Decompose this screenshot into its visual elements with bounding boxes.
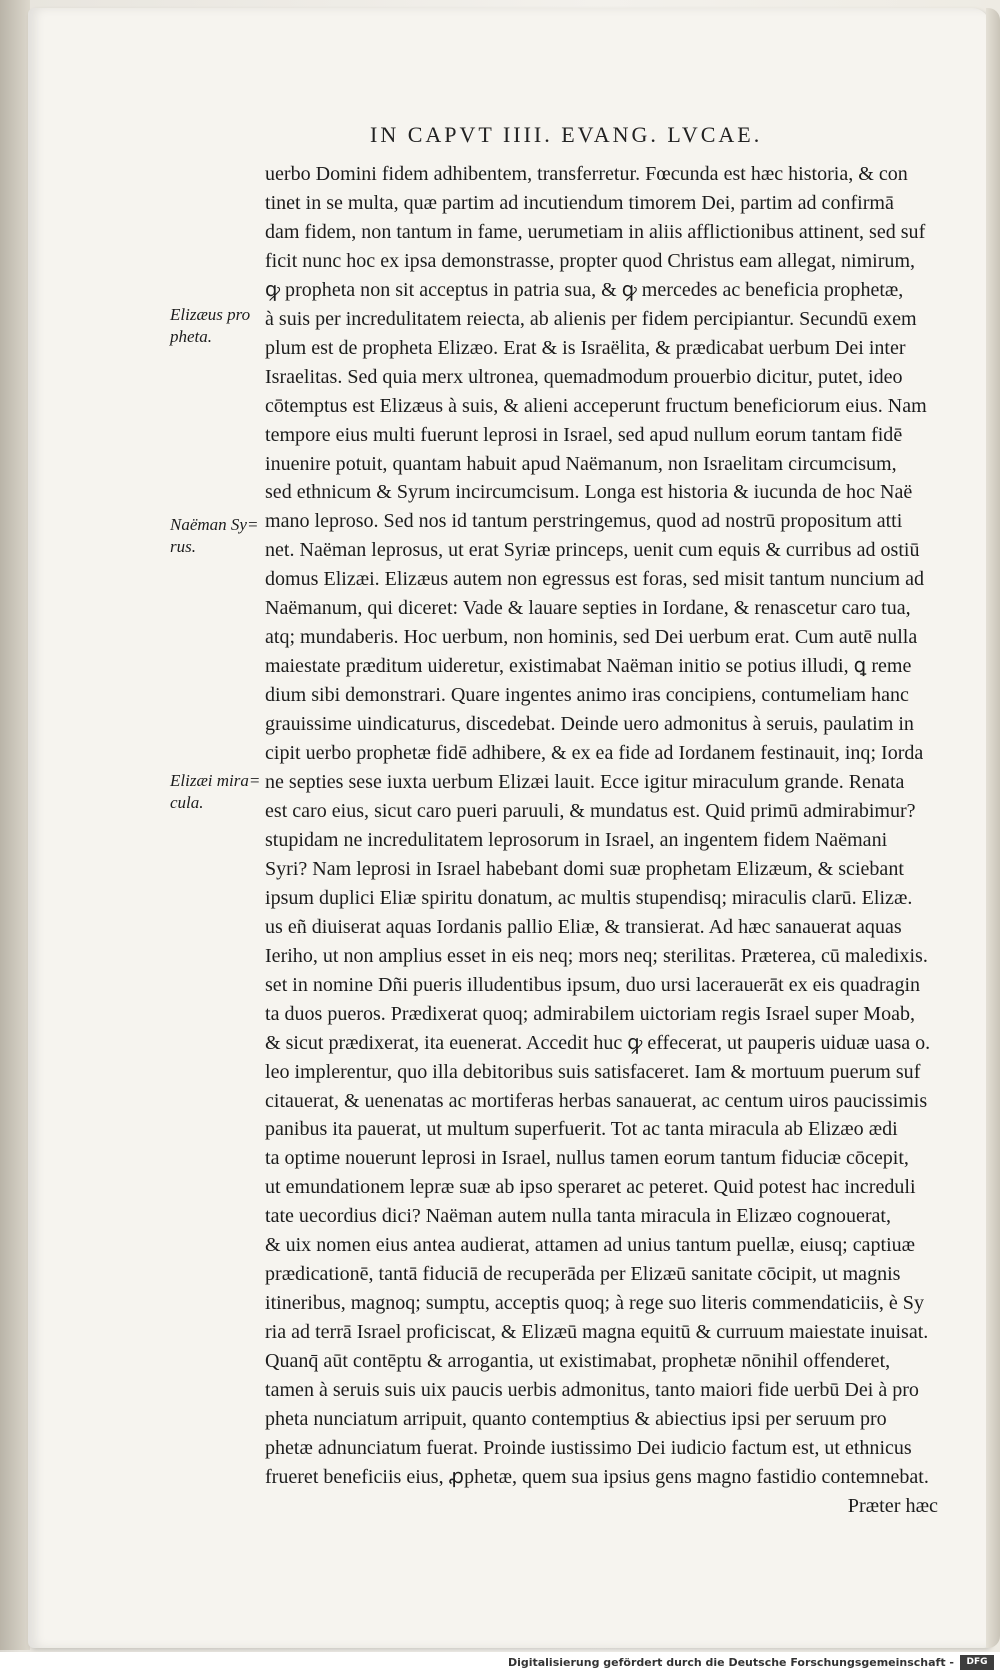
text-line: ꝙ propheta non sit acceptus in patria sua, & ꝙ mercedes ac beneficia prophetæ,: [265, 278, 904, 301]
running-head: IN CAPVT IIII. EVANG. LVCAE.: [370, 122, 763, 147]
marginal-note-line: Naëman Sy=: [170, 515, 259, 534]
text-line: phetæ adnunciatum fuerat. Proinde iustissimo Dei iudicio factum est, ut ethnicus: [265, 1436, 912, 1459]
text-line: cōtemptus est Elizæus à suis, & alieni acceperunt fructum beneficiorum eius. Nam: [265, 394, 927, 417]
text-line: ta duos pueros. Prædixerat quoq; admirabilem uictoriam regis Israel super Moab,: [265, 1002, 916, 1025]
text-line: grauissime uindicaturus, discedebat. Deinde uero admonitus à seruis, paulatim in: [265, 713, 914, 736]
text-line: prædicationē, tantā fiduciā de recuperāda per Elizæū sanitate cōcipit, ut magnis: [265, 1263, 901, 1286]
marginal-note-line: pheta.: [170, 327, 213, 346]
marginal-note-elizaeus: [170, 304, 265, 348]
text-line: dium sibi demonstrari. Quare ingentes animo iras concipiens, contumeliam hanc: [265, 684, 909, 707]
text-line: uerbo Domini fidem adhibentem, transferretur. Fœcunda est hæc historia, & con: [265, 163, 908, 185]
text-line: Naëmanum, qui diceret: Vade & lauare septies in Iordane, & renascetur caro tua,: [265, 597, 911, 620]
text-line: panibus ita pauerat, ut multum superfuerit. Tot ac tanta miracula ab Elizæo ædi: [265, 1118, 898, 1141]
text-line: set in nomine Dñi pueris illudentibus ipsum, duo ursi lacerauerāt ex eis quadragin: [265, 973, 921, 996]
marginal-note-line: rus.: [170, 537, 196, 556]
marginal-note-line: cula.: [170, 793, 204, 812]
text-line: tamen à seruis suis uix paucis uerbis admonitus, tanto maiori fide uerbū Dei à pro: [265, 1379, 919, 1402]
text-line: net. Naëman leprosus, ut erat Syriæ princeps, uenit cum equis & curribus ad ostiū: [265, 539, 920, 562]
text-line: maiestate præditum uideretur, existimabat Naëman initio se potius illudi, ꝗ reme: [265, 655, 912, 678]
text-line: citauerat, & uenenatas ac mortiferas herbas sanauerat, ac centum uiros paucissimis: [265, 1089, 928, 1112]
catchword: Præter hæc: [847, 1494, 938, 1517]
marginal-note-line: Elizæus pro: [170, 305, 251, 324]
text-line: Syri? Nam leprosi in Israel habebant domi suæ prophetam Elizæum, & sciebant: [265, 857, 904, 880]
text-line: ta optime nouerunt leprosi in Israel, nullus tamen eorum tantum fiduciæ cōcepit,: [265, 1147, 909, 1170]
funding-credit: Digitalisierung gefördert durch die Deutsche Forschungsgemeinschaft -: [507, 1656, 954, 1669]
text-line: us eñ diuiserat aquas Iordanis pallio Eliæ, & transierat. Ad hæc sanauerat aquas: [265, 915, 902, 938]
text-line: Quanq̄ aūt contēptu & arrogantia, ut existimabat, prophetæ nōnihil offenderet,: [265, 1350, 891, 1373]
text-line: plum est de propheta Elizæo. Erat & is Israëlita, & prædicabat uerbum Dei inter: [265, 336, 906, 359]
text-line: pheta nunciatum arripuit, quanto contemptius & abiectius ipsi per seruum pro: [265, 1407, 887, 1430]
text-line: Ieriho, ut non amplius esset in eis neq; mors neq; sterilitas. Præterea, cū maledixis.: [265, 944, 928, 967]
text-line: itineribus, magnoq; sumptu, acceptis quoq; à rege suo literis commendaticiis, è Sy: [265, 1292, 924, 1315]
text-line: ipsum duplici Eliæ spiritu donatum, ac multis stupendisq; miraculis clarū. Elizæ.: [265, 886, 913, 909]
text-line: & sicut prædixerat, ita euenerat. Accedit huc ꝙ effecerat, ut pauperis uiduæ uasa o.: [265, 1031, 931, 1054]
text-line: à suis per incredulitatem reiecta, ab alienis per fidem percipiantur. Secundū exem: [265, 307, 917, 330]
text-line: dam fidem, non tantum in fame, uerumetiam in aliis afflictionibus attinent, sed suf: [265, 220, 926, 243]
text-line: tempore eius multi fuerunt leprosi in Israel, sed apud nullum eorum tantam fidē: [265, 423, 903, 446]
text-line: frueret beneficiis eius, ꝓphetæ, quem sua ipsius gens magno fastidio contemnebat.: [265, 1465, 929, 1488]
text-line: domus Elizæi. Elizæus autem non egressus est foras, sed misit tantum nuncium ad: [265, 568, 925, 591]
page-fore-edge: [986, 8, 1000, 1648]
text-line: & uix nomen eius antea audierat, attamen ad unius tantum puellæ, eiusq; captiuæ: [265, 1234, 916, 1257]
marginal-note-miracula: [170, 770, 265, 814]
text-line: ficit nunc hoc ex ipsa demonstrasse, propter quod Christus eam allegat, nimirum,: [265, 249, 916, 272]
text-line: Israelitas. Sed quia merx ultronea, quemadmodum prouerbio dicitur, putet, ideo: [265, 365, 903, 388]
text-line: stupidam ne incredulitatem leprosorum in Israel, an ingentem fidem Naëmani: [265, 828, 888, 851]
book-binding-edge: [0, 0, 30, 1650]
text-line: mano leproso. Sed nos id tantum perstringemus, quod ad nostrū propositum atti: [265, 510, 903, 533]
text-line: ut emundationem lepræ suæ ab ipso speraret ac peteret. Quid potest hac increduli: [265, 1176, 916, 1199]
text-line: cipit uerbo prophetæ fidē adhibere, & ex ea fide ad Iordanem festinauit, inq; Iorda: [265, 742, 924, 765]
text-line: tinet in se multa, quæ partim ad incutiendum timorem Dei, partim ad confirmā: [265, 191, 894, 214]
body-text-block: [265, 160, 950, 1521]
marginal-note-line: Elizæi mira=: [170, 771, 261, 790]
text-line: ne septies sese iuxta uerbum Elizæi lauit. Ecce igitur miraculum grande. Renata: [265, 771, 905, 794]
text-line: inuenire potuit, quantam habuit apud Naëmanum, non Israelitam circumcisum,: [265, 452, 897, 475]
text-line: atq; mundaberis. Hoc uerbum, non hominis, sed Dei uerbum erat. Cum autē nulla: [265, 626, 918, 649]
dfg-logo: DFG: [960, 1655, 994, 1670]
text-line: sed ethnicum & Syrum incircumcisum. Longa est historia & iucunda de hoc Naë: [265, 481, 913, 504]
text-line: tate uecordius dici? Naëman autem nulla tanta miracula in Elizæo cognouerat,: [265, 1205, 892, 1228]
marginal-note-naeman: [170, 514, 265, 558]
text-line: leo implerentur, quo illa debitoribus suis satisfaceret. Iam & mortuum puerum suf: [265, 1060, 921, 1083]
text-line: ria ad terrā Israel proficiscat, & Elizæū magna equitū & curruum maiestate inuisat.: [265, 1321, 929, 1344]
text-line: est caro eius, sicut caro pueri paruuli, & mundatus est. Quid primū admirabimur?: [265, 799, 916, 822]
